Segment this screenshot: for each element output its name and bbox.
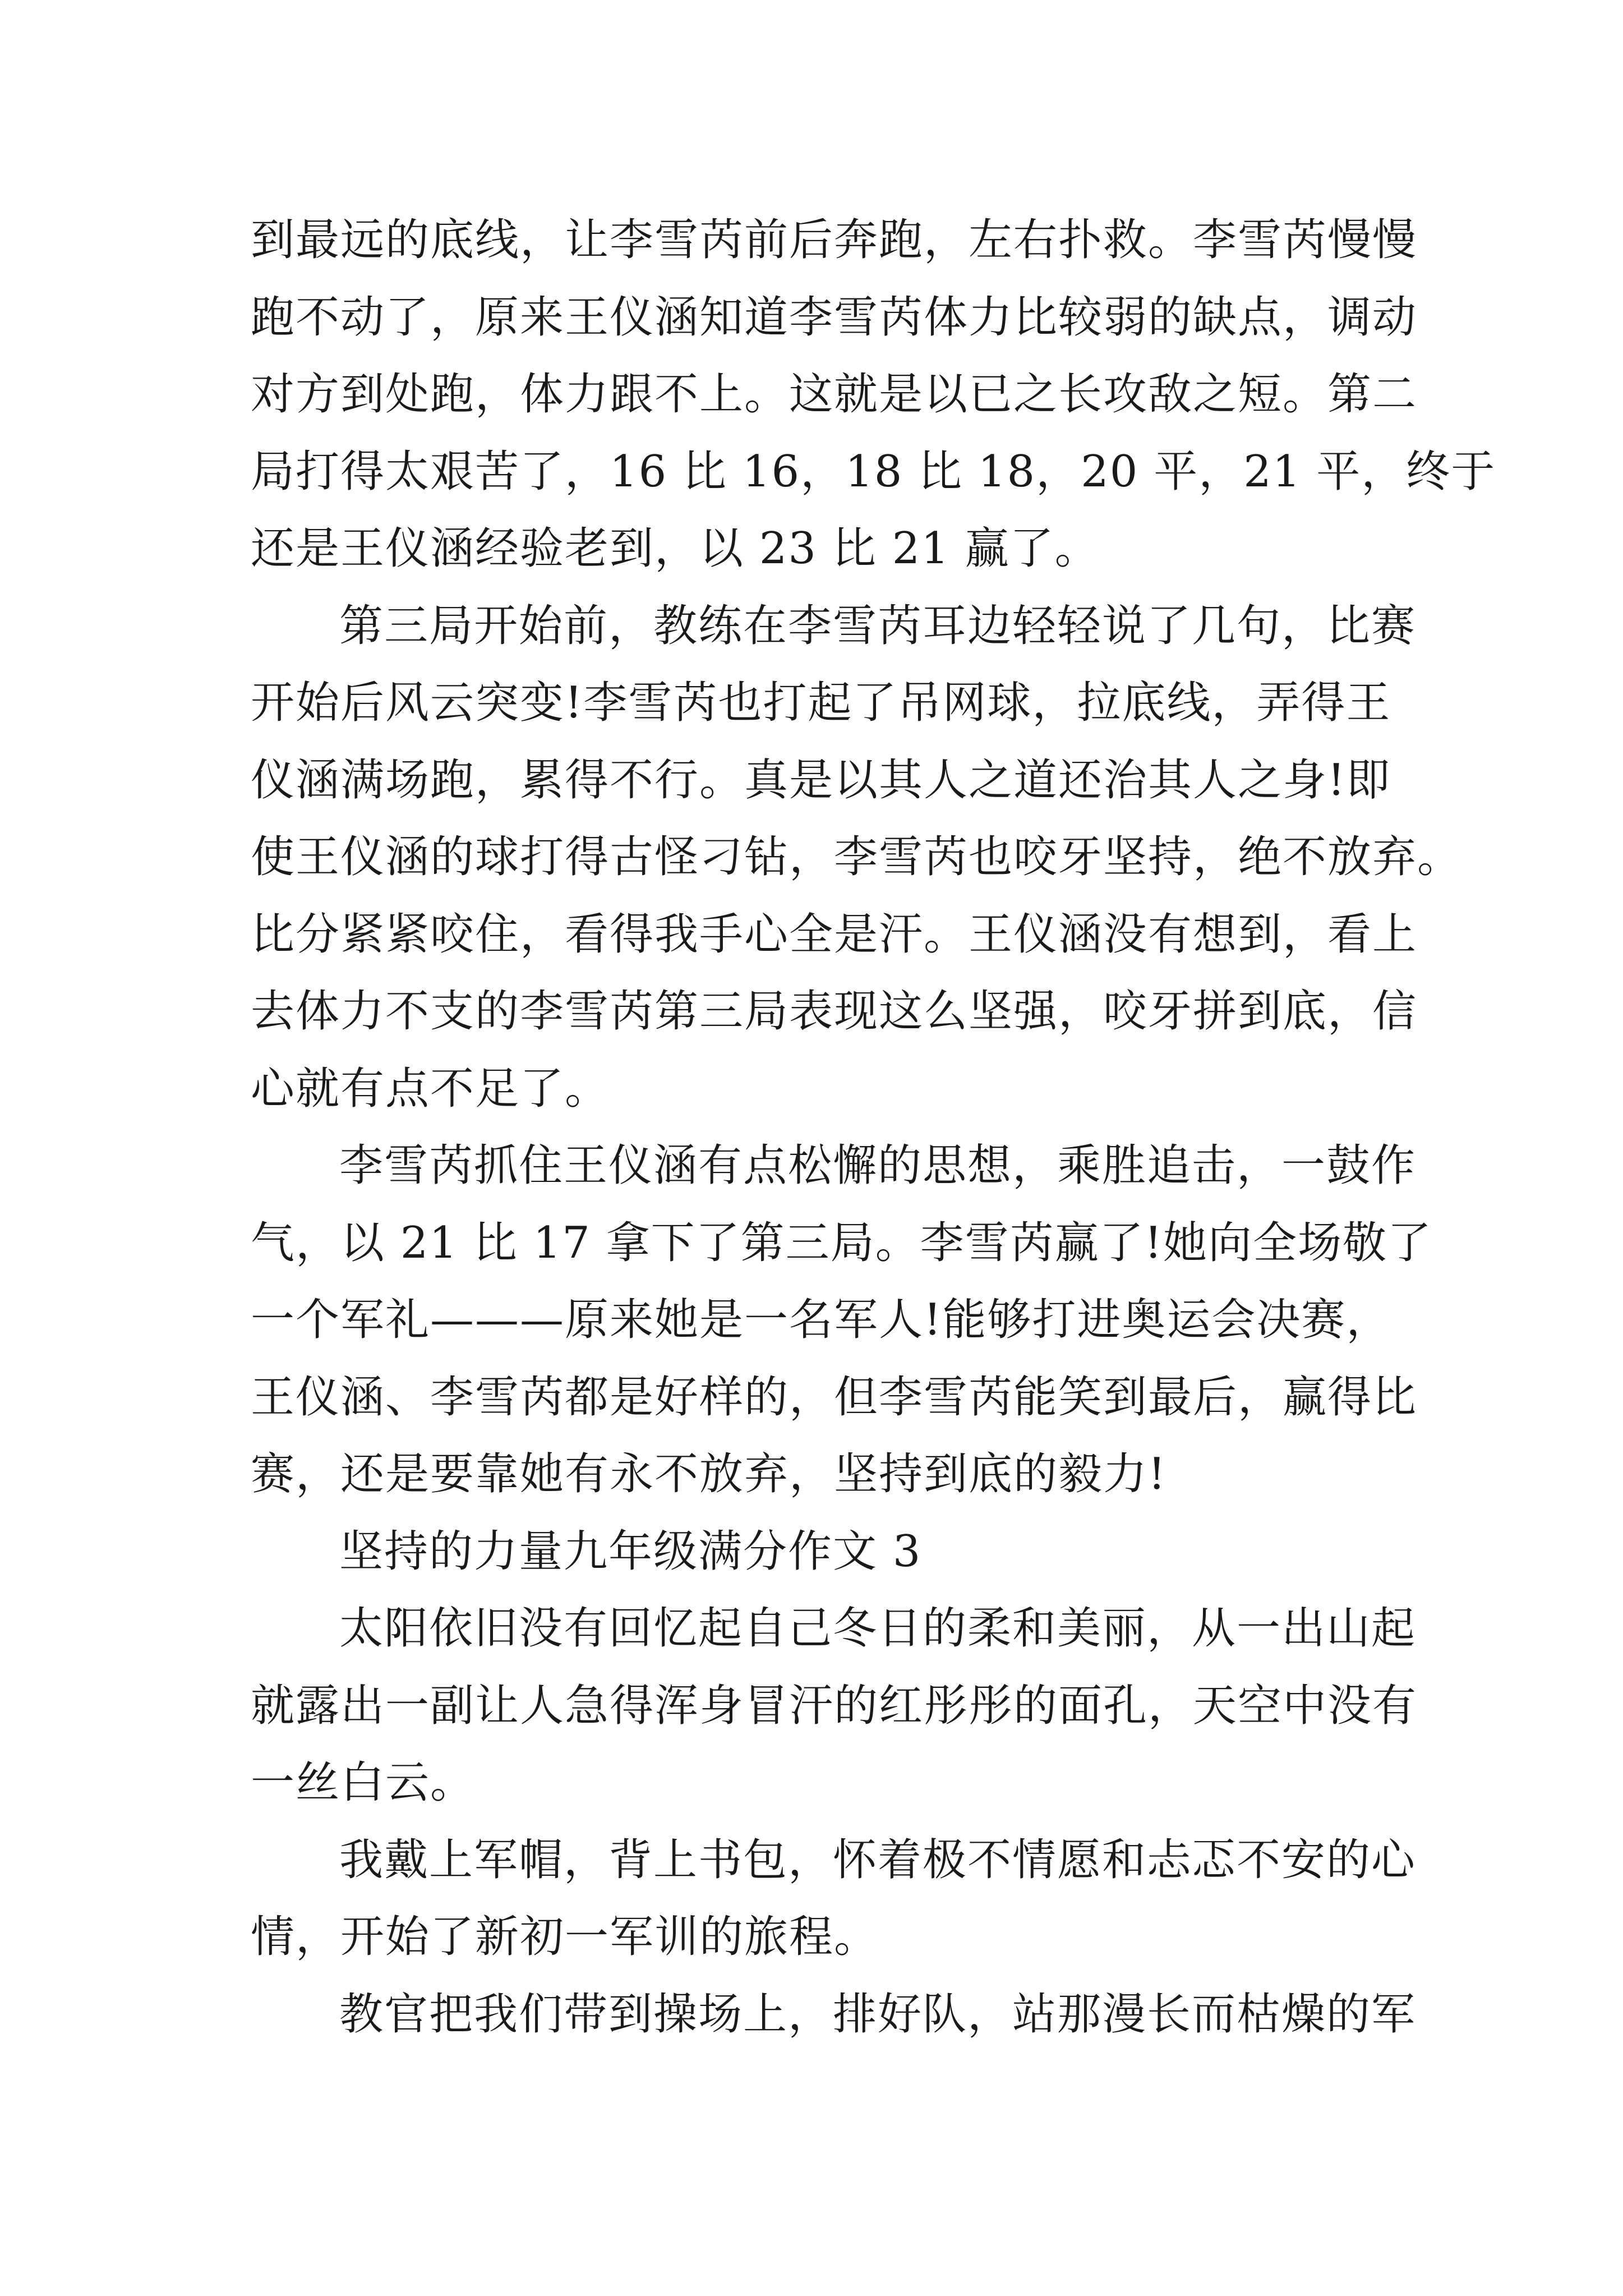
text-line: 局打得太艰苦了，16 比 16，18 比 18，20 平，21 平，终于	[251, 446, 1496, 497]
text-line: 对方到处跑，体力跟不上。这就是以已之长攻敌之短。第二	[251, 369, 1418, 420]
text-line: 去体力不支的李雪芮第三局表现这么坚强，咬牙拼到底，信	[251, 986, 1418, 1037]
text-line: 一丝白云。	[251, 1757, 476, 1808]
text-line: 到最远的底线，让李雪芮前后奔跑，左右扑救。李雪芮慢慢	[251, 215, 1418, 265]
text-line: 开始后风云突变!李雪芮也打起了吊网球，拉底线，弄得王	[251, 678, 1391, 728]
text-line: 情，开始了新初一军训的旅程。	[251, 1912, 879, 1962]
paragraph-first-line: 第三局开始前，教练在李雪芮耳边轻轻说了几句，比赛	[339, 600, 1417, 651]
paragraph-first-line: 太阳依旧没有回忆起自己冬日的柔和美丽，从一出山起	[339, 1603, 1417, 1654]
text-line: 气，以 21 比 17 拿下了第三局。李雪芮赢了!她向全场敬了	[251, 1217, 1433, 1268]
text-line: 使王仪涵的球打得古怪刁钻，李雪芮也咬牙坚持，绝不放弃。	[251, 832, 1463, 882]
paragraph-first-line: 我戴上军帽，背上书包，怀着极不情愿和忐忑不安的心	[339, 1834, 1417, 1885]
text-line: 就露出一副让人急得浑身冒汗的红彤彤的面孔，天空中没有	[251, 1680, 1418, 1731]
text-line: 仪涵满场跑，累得不行。真是以其人之道还治其人之身!即	[251, 754, 1391, 806]
text-line: 一个军礼———原来她是一名军人!能够打进奥运会决赛，	[251, 1295, 1391, 1345]
paragraph-first-line: 教官把我们带到操场上，排好队，站那漫长而枯燥的军	[339, 1989, 1417, 2040]
text-line: 还是王仪涵经验老到，以 23 比 21 赢了。	[251, 523, 1100, 574]
text-line: 心就有点不足了。	[251, 1063, 610, 1114]
text-line: 赛，还是要靠她有永不放弃，坚持到底的毅力!	[251, 1449, 1167, 1499]
paragraph-first-line: 李雪芮抓住王仪涵有点松懈的思想，乘胜追击，一鼓作	[339, 1140, 1417, 1191]
text-line: 比分紧紧咬住，看得我手心全是汗。王仪涵没有想到，看上	[251, 909, 1418, 960]
text-line: 跑不动了，原来王仪涵知道李雪芮体力比较弱的缺点，调动	[251, 292, 1418, 343]
text-line: 王仪涵、李雪芮都是好样的，但李雪芮能笑到最后，赢得比	[251, 1372, 1418, 1423]
article-body	[251, 202, 1496, 2053]
section-heading: 坚持的力量九年级满分作文 3	[339, 1526, 922, 1577]
